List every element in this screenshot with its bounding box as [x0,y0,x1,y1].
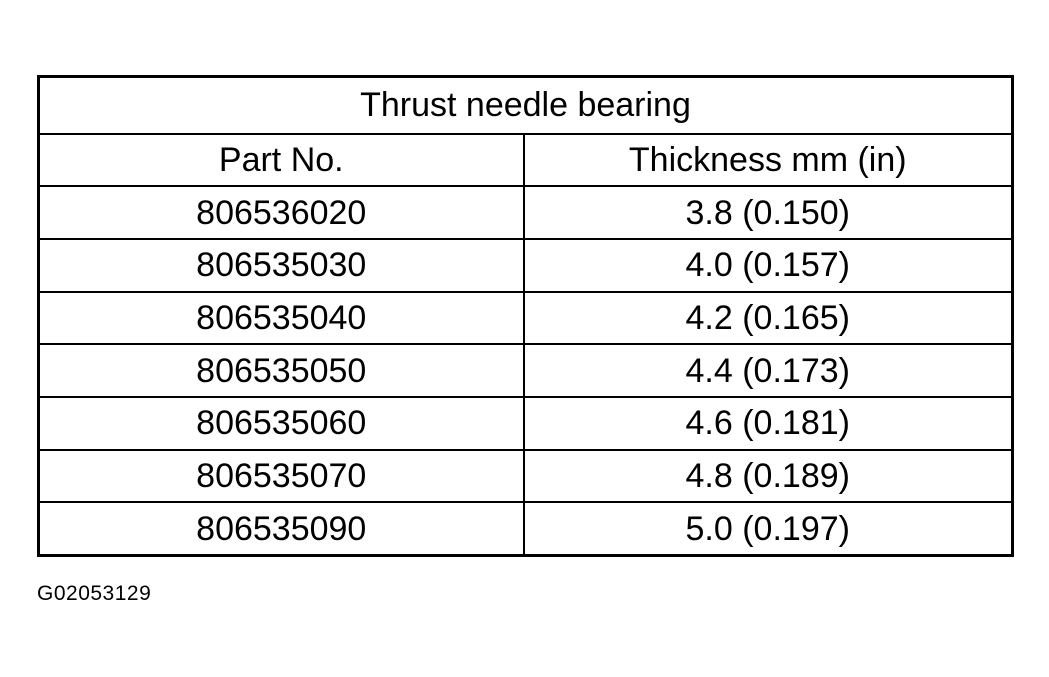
table-header-row [39,134,1013,187]
part-no-cell: 806536020 [39,186,524,239]
table-row [39,292,1013,345]
figure-code: G02053129 [37,582,152,605]
thickness-cell: 4.8 (0.189) [524,450,1013,503]
table-row [39,502,1013,555]
part-no-header: Part No. [39,134,524,187]
table-row [39,450,1013,503]
table-row [39,239,1013,292]
part-no-cell: 806535030 [39,239,524,292]
part-no-cell: 806535050 [39,344,524,397]
table-row [39,186,1013,239]
table-title: Thrust needle bearing [39,77,1013,134]
part-no-cell: 806535070 [39,450,524,503]
part-no-cell: 806535090 [39,502,524,555]
thickness-cell: 4.0 (0.157) [524,239,1013,292]
thickness-cell: 4.2 (0.165) [524,292,1013,345]
thrust-bearing-spec-table [37,75,1014,557]
thickness-cell: 5.0 (0.197) [524,502,1013,555]
part-no-cell: 806535040 [39,292,524,345]
thickness-cell: 4.6 (0.181) [524,397,1013,450]
part-no-cell: 806535060 [39,397,524,450]
thickness-header: Thickness mm (in) [524,134,1013,187]
table-row [39,397,1013,450]
table-title-row [39,77,1013,134]
thickness-cell: 4.4 (0.173) [524,344,1013,397]
thickness-cell: 3.8 (0.150) [524,186,1013,239]
table-row [39,344,1013,397]
